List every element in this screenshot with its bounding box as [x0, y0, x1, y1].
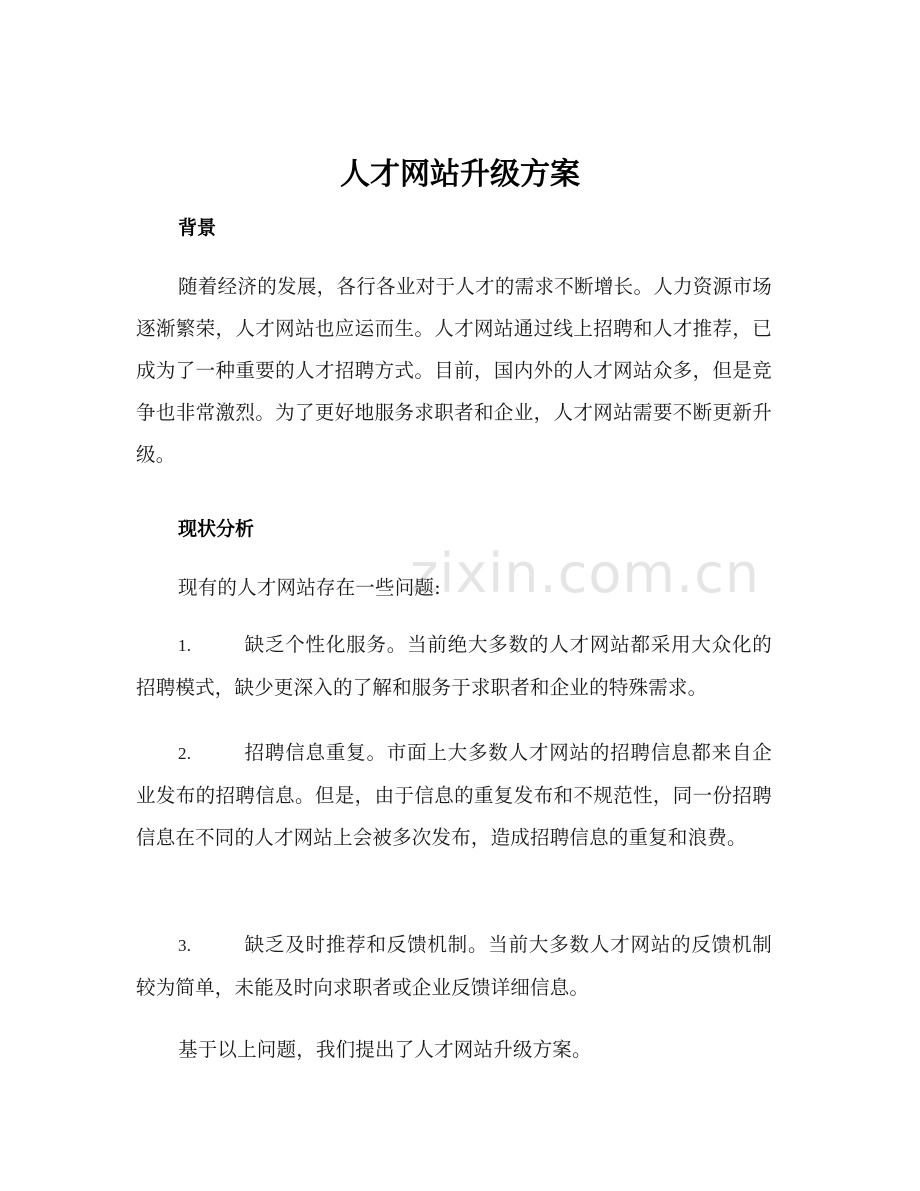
- background-paragraph: 随着经济的发展，各行各业对于人才的需求不断增长。人力资源市场逐渐繁荣，人才网站也应运而生。人才网站通过线上招聘和人才推荐，已成为了一种重要的人才招聘方式。目前，国内外的人才网站众多，但是竞争也非常激烈。为了更好地服务求职者和企业，人才网站需要不断更新升级。: [136, 275, 772, 466]
- list-item-text: 缺乏个性化服务。当前绝大多数的人才网站都采用大众化的招聘模式，缺少更深入的了解和服务于求职者和企业的特殊需求。: [136, 633, 772, 699]
- section-heading-analysis: 现状分析: [178, 518, 255, 540]
- analysis-conclusion: 基于以上问题，我们提出了人才网站升级方案。: [178, 1038, 592, 1061]
- list-item-text: 缺乏及时推荐和反馈机制。当前大多数人才网站的反馈机制较为简单，未能及时向求职者或企业反馈详细信息。: [136, 933, 772, 999]
- list-item-number: 1.: [178, 636, 192, 655]
- list-item: [136, 924, 772, 1009]
- list-item-text: 招聘信息重复。市面上大多数人才网站的招聘信息都来自企业发布的招聘信息。但是，由于信息的重复发布和不规范性，同一份招聘信息在不同的人才网站上会被多次发布，造成招聘信息的重复和浪费。: [136, 741, 772, 849]
- analysis-intro: 现有的人才网站存在一些问题:: [178, 576, 441, 599]
- list-item-number: 3.: [178, 936, 192, 955]
- document-title: 人才网站升级方案: [340, 157, 580, 192]
- list-item: [136, 732, 772, 859]
- section-heading-background: 背景: [178, 217, 217, 239]
- list-item-number: 2.: [178, 744, 192, 763]
- list-item: [136, 624, 772, 709]
- watermark: zixin.com.cn: [410, 542, 761, 605]
